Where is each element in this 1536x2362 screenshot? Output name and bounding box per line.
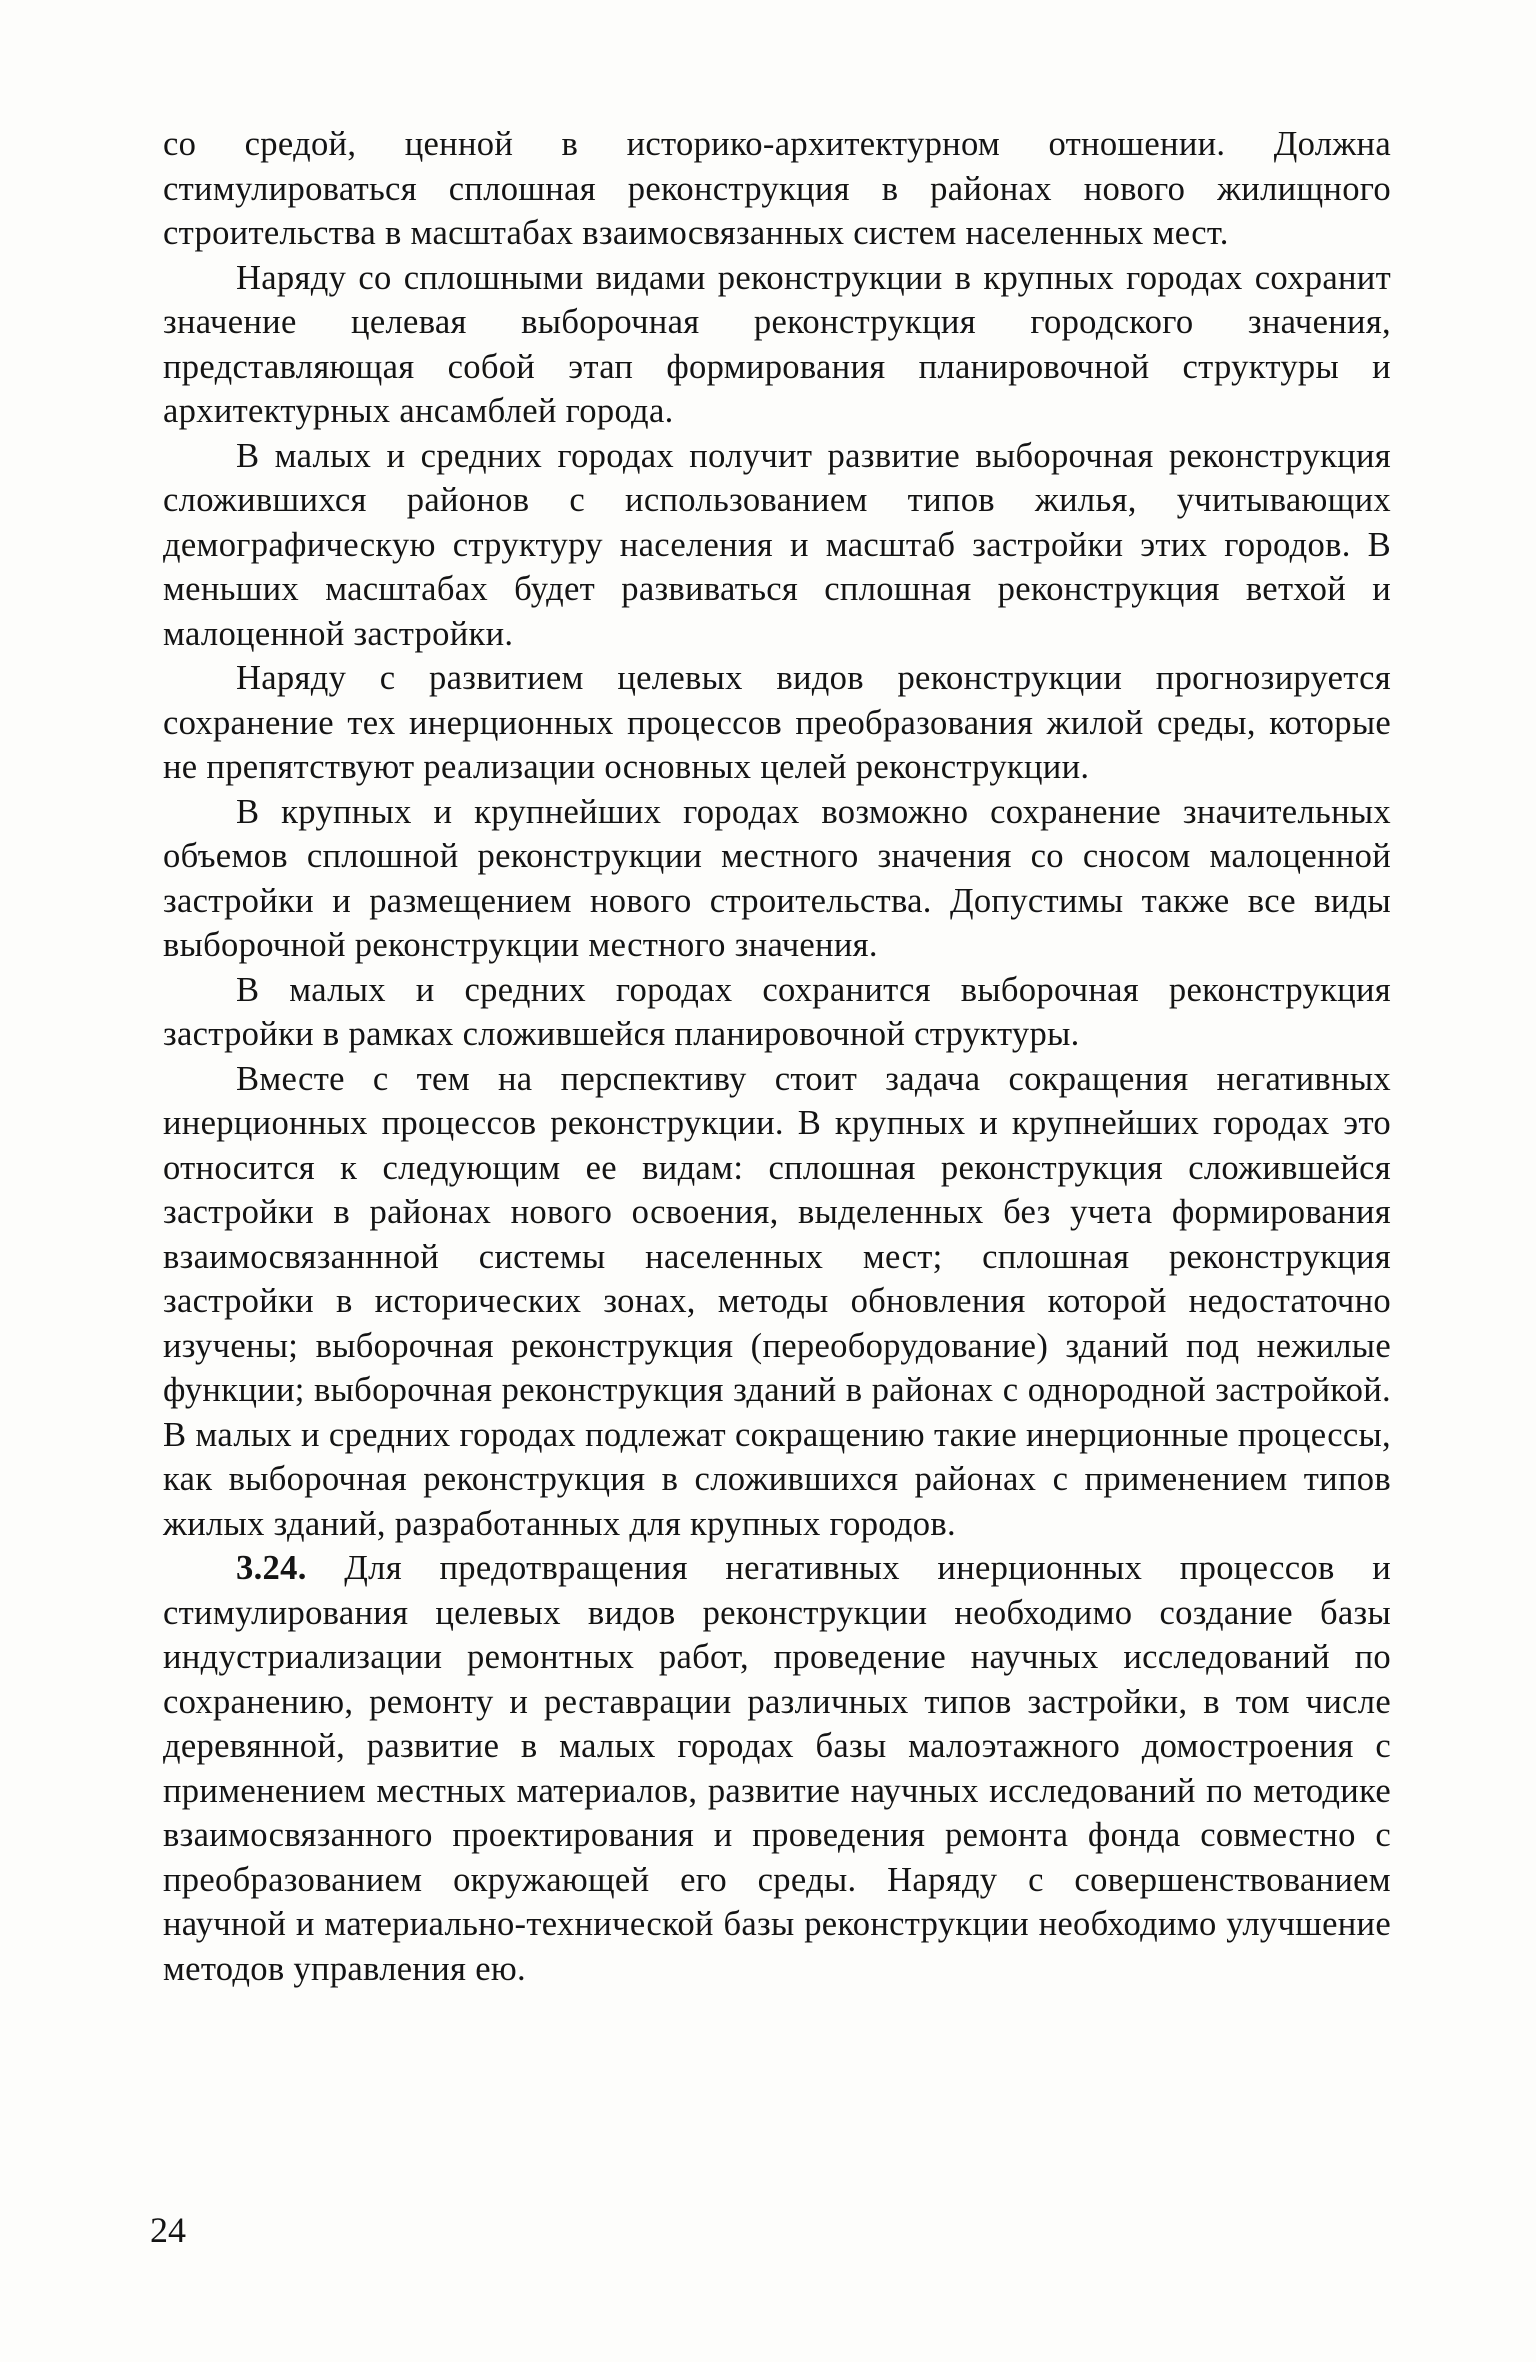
paragraph-continuation: со средой, ценной в историко-архитектурном отношении. Должна стимулироваться сплошная реконструкция в районах нового жилищного строительства в масштабах взаимосвязанных систем населенных мест.	[163, 125, 1391, 252]
body-text	[163, 122, 1391, 1991]
paragraph: В крупных и крупнейших городах возможно сохранение значительных объемов сплошной реконструкции местного значения со сносом малоценной застройки и размещением нового строительства. Допустимы также все виды выборочной реконструкции местного значения.	[163, 792, 1391, 964]
paragraph: Наряду со сплошными видами реконструкции в крупных городах сохранит значение целевая выборочная реконструкция городского значения, представляющая собой этап формирования планировочной структуры и архитектурных ансамблей города.	[163, 258, 1391, 430]
paragraph: Наряду с развитием целевых видов реконструкции прогнозируется сохранение тех инерционных процессов преобразования жилой среды, которые не препятствуют реализации основных целей реконструкции.	[163, 659, 1391, 786]
section-number: 3.24.	[236, 1549, 307, 1587]
section-paragraph	[163, 1546, 1391, 1991]
paragraph: В малых и средних городах получит развитие выборочная реконструкция сложившихся районов с использованием типов жилья, учитывающих демографическую структуру населения и масштаб застройки этих городов. В меньших масштабах будет развиваться сплошная реконструкция ветхой и малоценной застройки.	[163, 436, 1391, 653]
section-text: Для предотвращения негативных инерционных процессов и стимулирования целевых видов реконструкции необходимо создание базы индустриализации ремонтных работ, проведение научных исследований по сохранению, ремонту и реставрации различных типов застройки, в том числе деревянной, развитие в малых городах базы малоэтажного домостроения с применением местных материалов, развитие научных исследований по методике взаимосвязанного проектирования и проведения ремонта фонда совместно с преобразованием окружающей его среды. Наряду с совершенствованием научной и материально-технической базы реконструкции необходимо улучшение методов управления ею.	[163, 1549, 1392, 1988]
paragraph: В малых и средних городах сохранится выборочная реконструкция застройки в рамках сложившейся планировочной структуры.	[163, 970, 1391, 1053]
page-number: 24	[150, 2210, 186, 2250]
paragraph: Вместе с тем на перспективу стоит задача сокращения негативных инерционных процессов реконструкции. В крупных и крупнейших городах это относится к следующим ее видам: сплошная реконструкция сложившейся застройки в районах нового освоения, выделенных без учета формирования взаимосвязаннной системы населенных мест; сплошная реконструкция застройки в исторических зонах, методы обновления которой недостаточно изучены; выборочная реконструкция (переоборудование) зданий под нежилые функции; выборочная реконструкция зданий в районах с однородной застройкой. В малых и средних городах подлежат сокращению такие инерционные процессы, как выборочная реконструкция в сложившихся районах с применением типов жилых зданий, разработанных для крупных городов.	[163, 1059, 1391, 1543]
